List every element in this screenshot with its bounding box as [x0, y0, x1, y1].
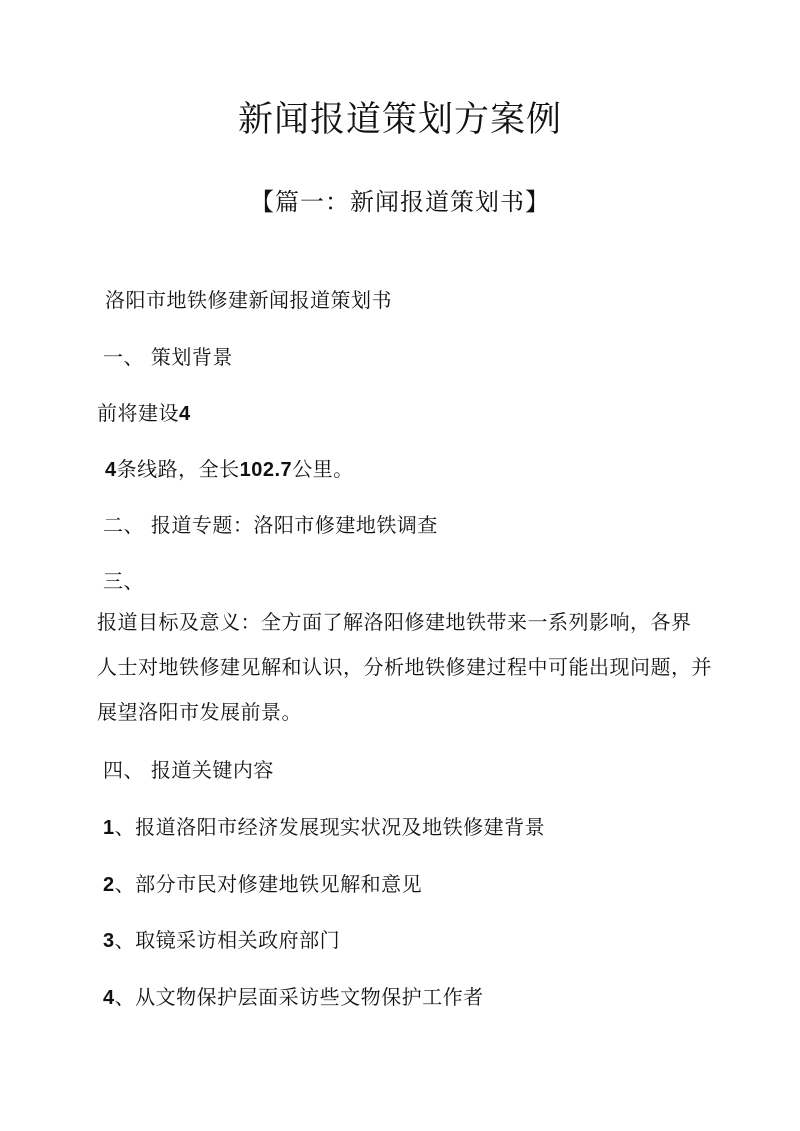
section3-para-line-3: 展望洛阳市发展前景。	[97, 700, 302, 724]
background-line-1	[97, 403, 191, 424]
key-item	[103, 817, 545, 838]
section3-para-line-2: 人士对地铁修建见解和认识，分析地铁修建过程中可能出现问题，并	[97, 655, 712, 679]
background-line-1-number: 4	[179, 403, 191, 425]
key-item-text: 、部分市民对修建地铁见解和意见	[114, 872, 423, 896]
total-length: 102.7	[239, 459, 293, 481]
section3-para-line-1: 报道目标及意义：全方面了解洛阳修建地铁带来一系列影响，各界	[97, 610, 692, 634]
key-item	[103, 987, 484, 1008]
key-item-text: 、报道洛阳市经济发展现实状况及地铁修建背景	[114, 815, 546, 839]
key-item-number: 3	[103, 930, 115, 952]
section4-heading: 四、 报道关键内容	[103, 758, 274, 782]
background-line-1-text: 前将建设	[97, 401, 179, 425]
key-item-number: 1	[103, 817, 115, 839]
line-count: 4	[105, 459, 117, 481]
background-line-2	[105, 459, 354, 480]
document-subtitle: 【篇一：新闻报道策划书】	[250, 188, 550, 216]
key-item-text: 、取镜采访相关政府部门	[114, 928, 341, 952]
intro-line: 洛阳市地铁修建新闻报道策划书	[105, 288, 392, 312]
section2-heading: 二、 报道专题：洛阳市修建地铁调查	[103, 513, 438, 537]
section1-heading: 一、 策划背景	[103, 345, 233, 369]
key-item-text: 、从文物保护层面采访些文物保护工作者	[114, 985, 484, 1009]
document-title: 新闻报道策划方案例	[237, 100, 562, 140]
key-item-number: 4	[103, 987, 115, 1009]
line-count-text: 条线路，全长	[116, 457, 240, 481]
key-item	[103, 874, 422, 895]
total-length-unit: 公里。	[292, 457, 354, 481]
key-item	[103, 930, 340, 951]
key-item-number: 2	[103, 874, 115, 896]
section3-heading: 三、	[103, 569, 144, 593]
